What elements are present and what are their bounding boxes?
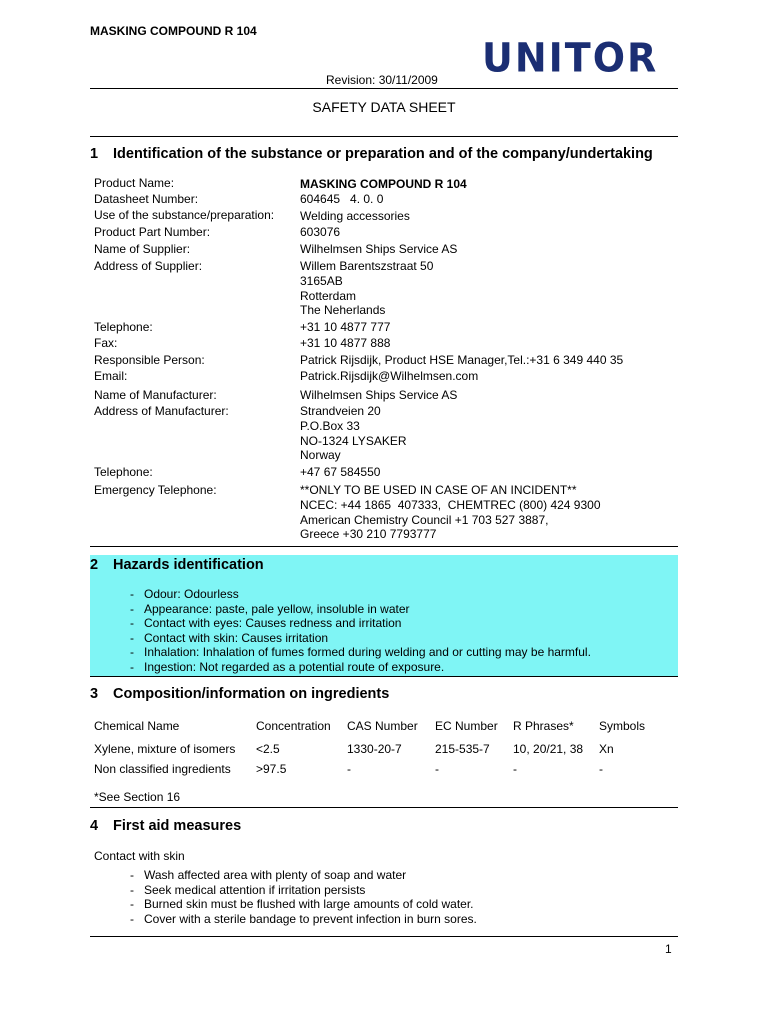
list-item: - Odour: Odourless bbox=[130, 587, 239, 601]
field-label: Use of the substance/preparation: bbox=[94, 208, 275, 222]
list-item: - Appearance: paste, pale yellow, insoluble in water bbox=[130, 601, 410, 616]
section-title: Hazards identification bbox=[113, 557, 264, 573]
section-number: 4 bbox=[90, 818, 99, 834]
manufacturer-name-value: Wilhelmsen Ships Service AS bbox=[300, 388, 458, 402]
first-aid-list bbox=[130, 868, 477, 926]
section-divider bbox=[90, 676, 678, 677]
field-label: Name of Supplier: bbox=[94, 242, 191, 256]
list-item: - Inhalation: Inhalation of fumes formed during welding and or cutting may be harmful. bbox=[130, 645, 591, 660]
field-label: Product Part Number: bbox=[94, 225, 211, 239]
section-1-heading bbox=[90, 146, 653, 162]
table-cell: Xylene, mixture of isomers bbox=[94, 742, 236, 756]
header-product-title: MASKING COMPOUND R 104 bbox=[90, 24, 257, 38]
table-header: R Phrases* bbox=[513, 719, 574, 733]
section-number: 1 bbox=[90, 146, 99, 162]
list-item: - Seek medical attention if irritation persists bbox=[130, 882, 366, 897]
manufacturer-telephone-value: +47 67 584550 bbox=[300, 465, 381, 479]
hazard-list bbox=[130, 587, 591, 675]
table-cell: 1330-20-7 bbox=[347, 742, 402, 756]
table-cell: - bbox=[599, 762, 603, 776]
responsible-person-value: Patrick Rijsdijk, Product HSE Manager,Tel.:+31 6 349 440 35 bbox=[300, 353, 624, 367]
address-line: P.O.Box 33 bbox=[300, 418, 360, 433]
datasheet-number-value: 604645 4. 0. 0 bbox=[300, 192, 384, 206]
address-line: Strandveien 20 bbox=[300, 404, 381, 418]
list-item: - Ingestion: Not regarded as a potential route of exposure. bbox=[130, 659, 445, 674]
product-name-value: MASKING COMPOUND R 104 bbox=[300, 177, 467, 191]
table-cell: <2.5 bbox=[256, 742, 280, 756]
field-label: Address of Supplier: bbox=[94, 259, 203, 273]
emergency-line: American Chemistry Council +1 703 527 3887, bbox=[300, 512, 549, 527]
table-header: CAS Number bbox=[347, 719, 418, 733]
emergency-line: Greece +30 210 7793777 bbox=[300, 527, 437, 542]
table-header: Symbols bbox=[599, 719, 646, 733]
table-cell: 10, 20/21, 38 bbox=[513, 742, 584, 756]
unitor-logo: UNITOR bbox=[482, 34, 659, 82]
field-label: Name of Manufacturer: bbox=[94, 388, 217, 402]
list-item: - Cover with a sterile bandage to prevent infection in burn sores. bbox=[130, 911, 477, 926]
supplier-address-value bbox=[300, 259, 680, 318]
header-divider bbox=[90, 88, 678, 89]
address-line: 3165AB bbox=[300, 273, 343, 288]
address-line: Willem Barentszstraat 50 bbox=[300, 259, 434, 273]
manufacturer-address-value bbox=[300, 404, 680, 463]
fax-value: +31 10 4877 888 bbox=[300, 336, 391, 350]
field-label: Telephone: bbox=[94, 320, 153, 334]
field-label: Emergency Telephone: bbox=[94, 483, 217, 497]
list-item: - Wash affected area with plenty of soap and water bbox=[130, 868, 407, 882]
document-title: SAFETY DATA SHEET bbox=[312, 99, 456, 115]
table-cell: Non classified ingredients bbox=[94, 762, 231, 776]
table-header: EC Number bbox=[435, 719, 498, 733]
table-cell: >97.5 bbox=[256, 762, 287, 776]
address-line: Norway bbox=[300, 448, 341, 463]
field-label: Responsible Person: bbox=[94, 353, 205, 367]
field-label: Fax: bbox=[94, 336, 118, 350]
emergency-line: NCEC: +44 1865 407333, CHEMTREC (800) 424 9300 bbox=[300, 497, 601, 512]
revision-date: Revision: 30/11/2009 bbox=[326, 73, 438, 87]
section-3-heading bbox=[90, 686, 389, 702]
table-cell: Xn bbox=[599, 742, 614, 756]
table-header: Chemical Name bbox=[94, 719, 180, 733]
list-item: - Burned skin must be flushed with large amounts of cold water. bbox=[130, 897, 474, 912]
section-4-heading bbox=[90, 818, 241, 834]
section-number: 2 bbox=[90, 557, 99, 573]
table-cell: - bbox=[513, 762, 517, 776]
footer-divider bbox=[90, 936, 678, 937]
table-cell: 215-535-7 bbox=[435, 742, 490, 756]
field-label: Datasheet Number: bbox=[94, 192, 199, 206]
field-label: Telephone: bbox=[94, 465, 153, 479]
section-title: Identification of the substance or preparation and of the company/undertaking bbox=[113, 146, 653, 162]
section-divider bbox=[90, 546, 678, 547]
use-value: Welding accessories bbox=[300, 209, 410, 223]
section-title: First aid measures bbox=[113, 818, 242, 834]
table-cell: - bbox=[347, 762, 351, 776]
email-value: Patrick.Rijsdijk@Wilhelmsen.com bbox=[300, 369, 479, 383]
list-item: - Contact with skin: Causes irritation bbox=[130, 630, 329, 645]
section-divider bbox=[90, 807, 678, 808]
table-header: Concentration bbox=[256, 719, 331, 733]
list-item: - Contact with eyes: Causes redness and irritation bbox=[130, 616, 402, 631]
emergency-line: **ONLY TO BE USED IN CASE OF AN INCIDENT** bbox=[300, 483, 577, 497]
field-label: Address of Manufacturer: bbox=[94, 404, 229, 418]
page-number: 1 bbox=[665, 942, 672, 956]
address-line: Rotterdam bbox=[300, 288, 357, 303]
section-title: Composition/information on ingredients bbox=[113, 686, 390, 702]
table-footnote: *See Section 16 bbox=[94, 790, 181, 804]
section-number: 3 bbox=[90, 686, 99, 702]
title-divider bbox=[90, 136, 678, 137]
section-2-heading bbox=[90, 557, 264, 573]
emergency-telephone-value bbox=[300, 483, 680, 542]
field-label: Email: bbox=[94, 369, 128, 383]
first-aid-subheading: Contact with skin bbox=[94, 849, 185, 863]
field-label: Product Name: bbox=[94, 176, 175, 190]
supplier-name-value: Wilhelmsen Ships Service AS bbox=[300, 242, 458, 256]
address-line: NO-1324 LYSAKER bbox=[300, 433, 407, 448]
address-line: The Neherlands bbox=[300, 303, 386, 318]
table-cell: - bbox=[435, 762, 439, 776]
telephone-value: +31 10 4877 777 bbox=[300, 320, 391, 334]
part-number-value: 603076 bbox=[300, 225, 341, 239]
